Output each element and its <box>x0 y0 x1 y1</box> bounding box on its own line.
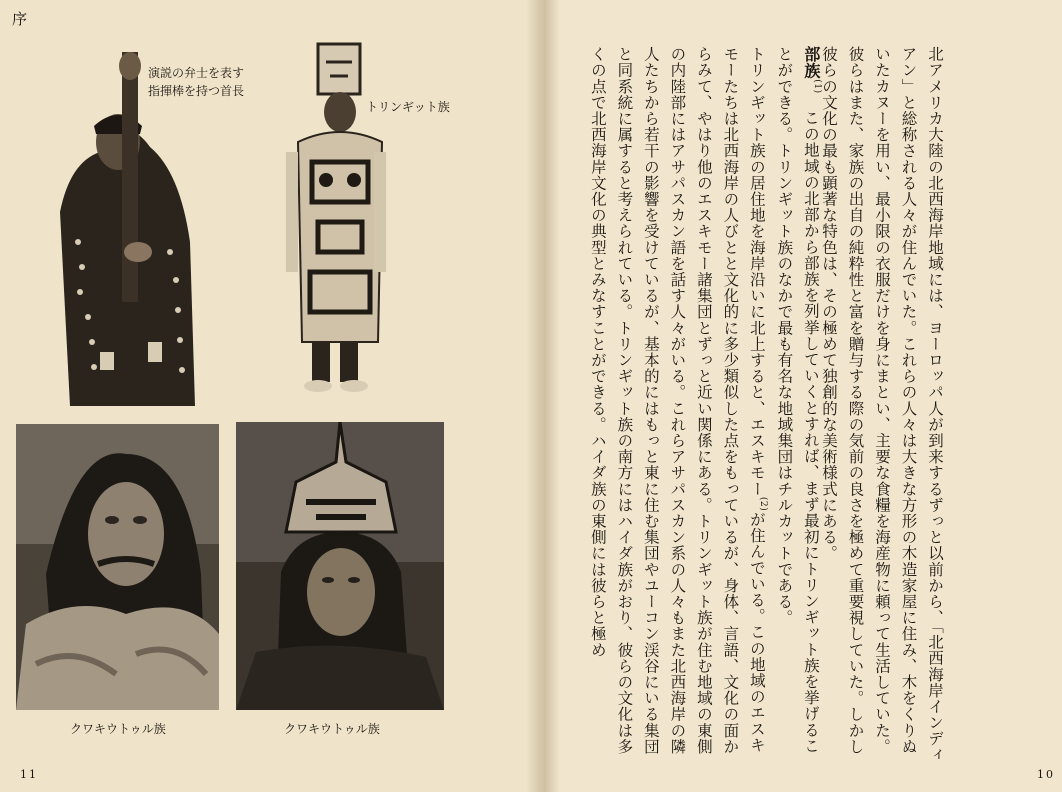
paragraph-3-rest: が住んでいる。この地域のエスキモーたちは北西海岸の人びとと文化的に多少類似した点をもっているが、身体、言語、文化の面からみて、やはり他のエスキモー諸集団とずっと近い関係にある。トリンギット族が住む地域の東側の内陸部にはアサパスカン語を話す人々がいる。これらアサパスカン系の人々もまた北西海岸の隣人たちから若干の影響を受けているが、基本的にはもっと東に住む集団やユーコン渓谷にいる集団と同系統に属すると考えられている。トリンギット族の南方にはハイダ族がおり、彼らの文化は多くの点で北西海岸文化の典型とみなすことができる。ハイダ族の東側には彼らと極め <box>588 46 766 755</box>
section-heading: 部族 <box>801 46 821 80</box>
photo-kwakiutl-man <box>16 424 219 710</box>
section-block <box>776 46 830 766</box>
photo-chief-with-staff <box>30 52 198 406</box>
folio-left: 11 <box>20 768 38 781</box>
paragraph-3-start: トリンギット族の居住地を海岸沿いに北上すると、エスキモー <box>747 46 766 497</box>
caption-kwakiutl-right: クワキウトゥル族 <box>284 722 380 736</box>
caption-chief-line-1: 演説の弁士を表す <box>148 66 245 80</box>
folio-right: 10 <box>1037 768 1055 781</box>
body-text-paragraph-3 <box>586 46 776 766</box>
photo-tlingit-dancer <box>282 42 386 398</box>
caption-kwakiutl-left: クワキウトゥル族 <box>70 722 166 736</box>
caption-tlingit: トリンギット族 <box>366 100 450 114</box>
photo-kwakiutl-headdress <box>236 422 444 710</box>
body-text-paragraph-1 <box>820 46 948 766</box>
eskimo-note: (2) <box>758 496 768 512</box>
paragraph-1: 北アメリカ大陸の北西海岸地域には、ヨーロッパ人が到来するずっと以前から、「北西海岸インディアン」と総称される人々が住んでいた。これらの人々は大きな方形の木造家屋に住み、木をくりぬいたカヌーを用い、最小限の衣服だけを身にまとい、主要な食糧を海産物に頼って生活していた。彼らはまた、家族の出自の純粋性と富を贈与する際の気前の良さを極めて重要視していた。しかし彼らの文化の最も顕著な特色は、その極めて独創的な美術様式にある。 <box>820 46 944 763</box>
heading-note: (1) <box>812 79 822 94</box>
running-head: 序 <box>12 10 28 28</box>
paragraph-2: この地域の北部から部族を列挙していくとすれば、まず最初にトリンギット族を挙げることができる。トリンギット族のなかで最も有名な地域集団はチルカットである。 <box>775 46 820 754</box>
caption-chief <box>148 64 244 100</box>
gutter-shadow <box>526 0 560 792</box>
caption-chief-line-2: 指揮棒を持つ首長 <box>148 84 245 98</box>
